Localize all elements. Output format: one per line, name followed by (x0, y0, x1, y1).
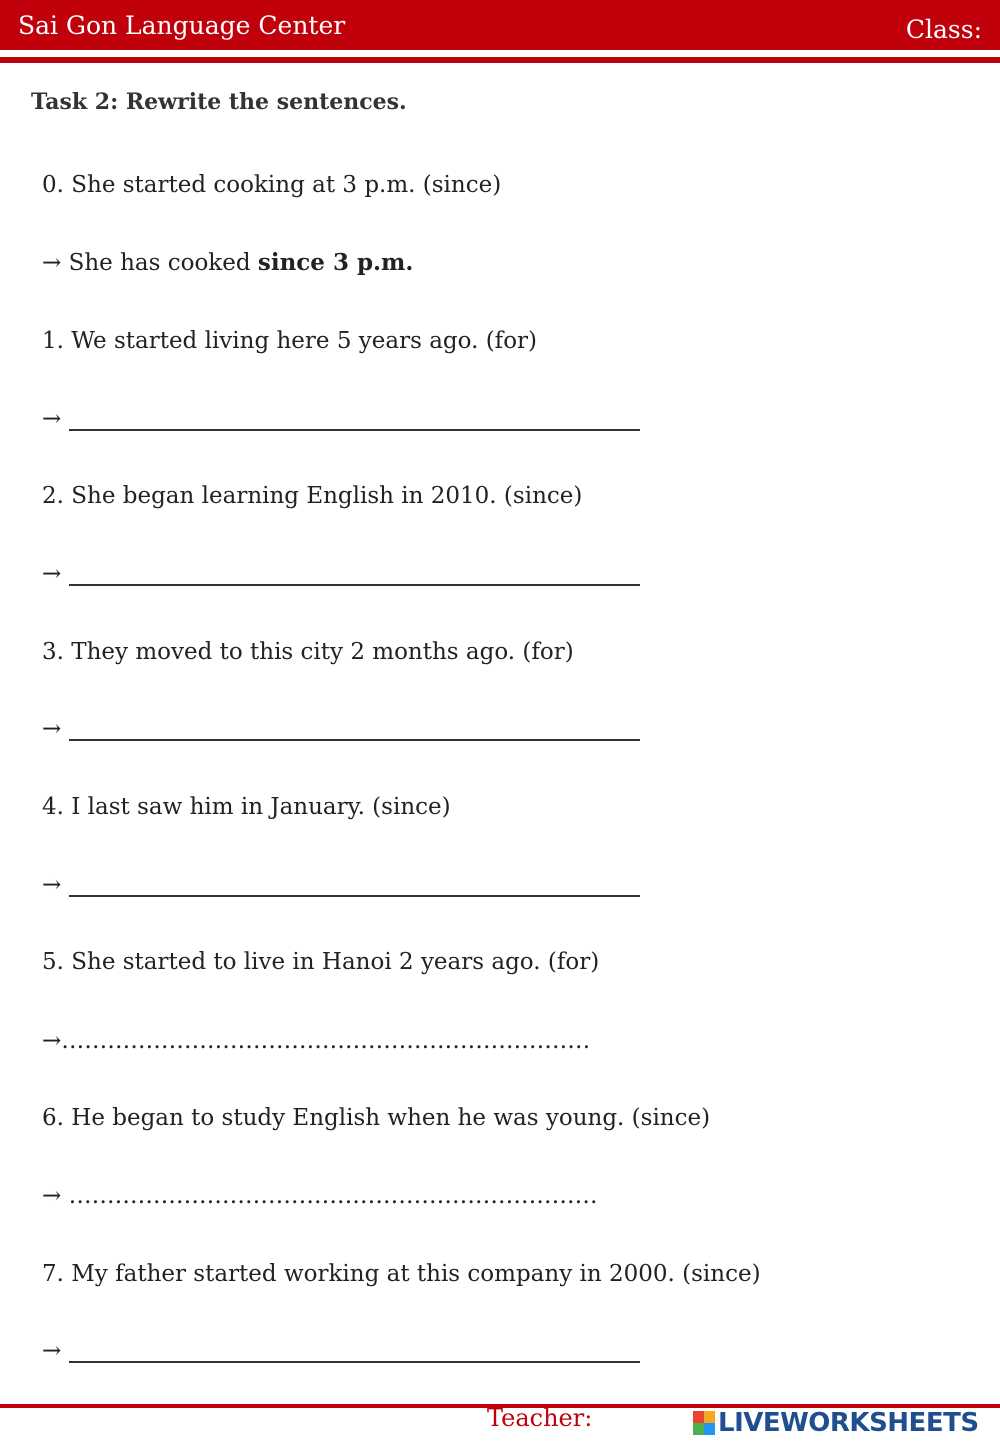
answer-arrow: → (42, 406, 62, 432)
answer-blank-3[interactable] (69, 739, 640, 741)
answer-arrow: → (42, 250, 62, 276)
answer-arrow: → (42, 561, 62, 587)
answer-arrow: → (42, 1028, 62, 1054)
answer-blank-5[interactable]: …………………………………………………………… (61, 1028, 591, 1054)
answer-row-6 (42, 1181, 598, 1211)
example-question: 0. She started cooking at 3 p.m. (since) (42, 172, 502, 198)
teacher-label: Teacher: (487, 1404, 593, 1432)
example-answer (42, 248, 413, 278)
answer-row-2 (42, 559, 640, 589)
answer-row-1 (42, 404, 640, 434)
liveworksheets-mark-icon (693, 1411, 715, 1435)
header-divider (0, 57, 1000, 63)
answer-blank-4[interactable] (69, 895, 640, 897)
answer-row-5 (42, 1026, 590, 1056)
answer-blank-7[interactable] (69, 1361, 640, 1363)
answer-arrow: → (42, 1338, 62, 1364)
answer-row-3 (42, 714, 640, 744)
answer-row-4 (42, 870, 640, 900)
answer-blank-2[interactable] (69, 584, 640, 586)
answer-arrow: → (42, 1183, 62, 1209)
header-bar (0, 0, 1000, 50)
example-answer-text: She has cooked (68, 250, 251, 276)
example-answer-bold: since 3 p.m. (257, 249, 414, 276)
question-1: 1. We started living here 5 years ago. (for) (42, 328, 538, 354)
question-6: 6. He began to study English when he was young. (since) (42, 1105, 711, 1131)
class-label: Class: (905, 15, 982, 44)
question-4: 4. I last saw him in January. (since) (42, 794, 451, 820)
answer-blank-1[interactable] (69, 429, 640, 431)
answer-row-7 (42, 1336, 640, 1366)
answer-arrow: → (42, 716, 62, 742)
answer-blank-6[interactable]: …………………………………………………………… (68, 1183, 598, 1209)
center-name: Sai Gon Language Center (18, 11, 346, 40)
question-7: 7. My father started working at this company in 2000. (since) (42, 1261, 761, 1287)
question-5: 5. She started to live in Hanoi 2 years ago. (for) (42, 949, 600, 975)
answer-arrow: → (42, 872, 62, 898)
task-title: Task 2: Rewrite the sentences. (31, 89, 407, 115)
question-3: 3. They moved to this city 2 months ago. (for) (42, 639, 574, 665)
liveworksheets-logo (693, 1407, 979, 1439)
question-2: 2. She began learning English in 2010. (since) (42, 483, 583, 509)
liveworksheets-wordmark: LIVEWORKSHEETS (718, 1408, 979, 1438)
